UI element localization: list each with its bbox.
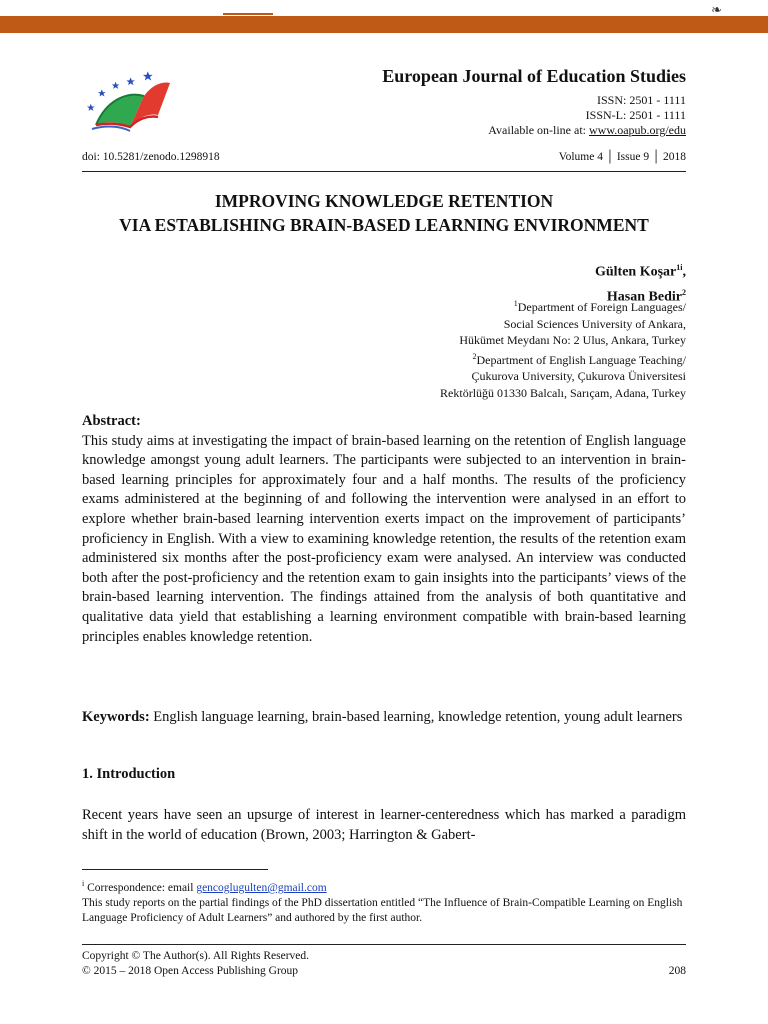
footnote-superscript: i xyxy=(82,879,85,888)
doi-text: doi: 10.5281/zenodo.1298918 xyxy=(82,151,220,163)
footnote-label: Correspondence: email xyxy=(84,881,197,894)
author-1-name: Gülten Koşar xyxy=(594,264,677,280)
journal-url-link[interactable]: www.oapub.org/edu xyxy=(589,123,686,137)
keywords-text: English language learning, brain-based learning, knowledge retention, young adult learners xyxy=(149,709,683,725)
banner-accent-bar xyxy=(0,16,768,33)
journal-availability xyxy=(382,123,686,138)
footnote-note: This study reports on the partial findings of the PhD dissertation entitled “The Influence of Brain-Compatible Learning on English Language Proficiency of Adult Learners” and authored by the first author. xyxy=(82,896,683,924)
affiliation-2-superscript: 2 xyxy=(472,351,477,361)
doi-volume-line xyxy=(82,151,686,172)
footer-divider xyxy=(82,944,686,945)
affiliation-1-dept: Department of Foreign Languages/ xyxy=(517,300,686,314)
page-number: 208 xyxy=(668,965,686,977)
journal-logo-icon xyxy=(82,63,172,135)
abstract-heading: Abstract: xyxy=(82,413,141,429)
keywords-section xyxy=(82,707,686,727)
author-2-name: Hasan Bedir xyxy=(606,289,682,305)
copyright-row-2 xyxy=(82,964,686,979)
page-footer xyxy=(82,949,686,979)
footnote xyxy=(82,876,686,926)
affiliation-1-superscript: 1 xyxy=(513,299,518,308)
journal-issn-l: ISSN-L: 2501 - 1111 xyxy=(585,108,686,122)
volume-issue-text: Volume 4 │ Issue 9 │ 2018 xyxy=(558,151,686,163)
introduction-heading: 1. Introduction xyxy=(82,766,176,782)
copyright-line-2: © 2015 – 2018 Open Access Publishing Group xyxy=(82,965,299,977)
introduction-text: Recent years have seen an upsurge of interest in learner-centeredness which has marked a paradigm shift in the world of education (Brown, 2003; Harrington & Gabert- xyxy=(82,807,686,843)
availability-label: Available on-line at: xyxy=(488,123,590,137)
affiliation-2-line-2: Çukurova University, Çukurova Üniversitesi xyxy=(471,369,686,383)
affiliation-2-line-3: Rektörlüğü 01330 Balcalı, Sarıçam, Adana, Turkey xyxy=(440,385,686,400)
footnote-divider xyxy=(82,869,268,870)
paper-title xyxy=(82,189,686,237)
affiliation-1-line-3: Hükümet Meydanı No: 2 Ulus, Ankara, Turkey xyxy=(459,333,686,347)
ornament-icon: ❧ xyxy=(711,2,722,17)
affiliations xyxy=(440,296,686,401)
footnote-correspondence xyxy=(82,876,686,896)
abstract-text: This study aims at investigating the impact of brain-based learning on the retention of English language knowledge amongst young adult learners. The participants were subjected to an intervention in brain-based learning principles for approximately four and a half months. The results of the proficiency exams administered at the beginning of and following the intervention were analysed in an effort to explore whether brain-based learning intervention exerts impact on the improvement of participants’ proficiency in English. With a view to examining knowledge retention, the results of the retention exam administered six months after the post-proficiency exam were analysed. An interview was conducted both after the post-proficiency and the retention exam to gain insights into the participants’ views of the brain-based learning intervention. The findings attained from the analysis of both quantitative and qualitative data yield that establishing a learning environment compatible with brain-based learning principles enables knowledge retention. xyxy=(82,432,686,645)
journal-name: European Journal of Education Studies xyxy=(382,66,686,86)
affiliation-2-line-1 xyxy=(440,349,686,369)
banner-tab-line xyxy=(223,13,273,15)
abstract-section xyxy=(82,412,686,647)
title-line-1: IMPROVING KNOWLEDGE RETENTION xyxy=(214,191,554,211)
top-banner xyxy=(0,0,768,33)
author-1-suffix: , xyxy=(682,264,686,280)
correspondence-email-link[interactable]: gencoglugulten@gmail.com xyxy=(196,881,327,894)
journal-issn: ISSN: 2501 - 1111 xyxy=(596,93,686,107)
affiliation-1-line-1 xyxy=(440,296,686,316)
copyright-line-1: Copyright © The Author(s). All Rights Reserved. xyxy=(82,950,310,962)
author-1-superscript: 1i xyxy=(676,263,683,272)
keywords-label: Keywords: xyxy=(82,709,150,725)
title-line-2: VIA ESTABLISHING BRAIN-BASED LEARNING ENVIRONMENT xyxy=(119,215,649,235)
author-1 xyxy=(595,258,686,283)
journal-info xyxy=(382,66,686,138)
affiliation-1-line-2: Social Sciences University of Ankara, xyxy=(503,316,686,331)
affiliation-2-dept: Department of English Language Teaching/ xyxy=(476,352,686,367)
author-2-superscript: 2 xyxy=(682,287,686,297)
